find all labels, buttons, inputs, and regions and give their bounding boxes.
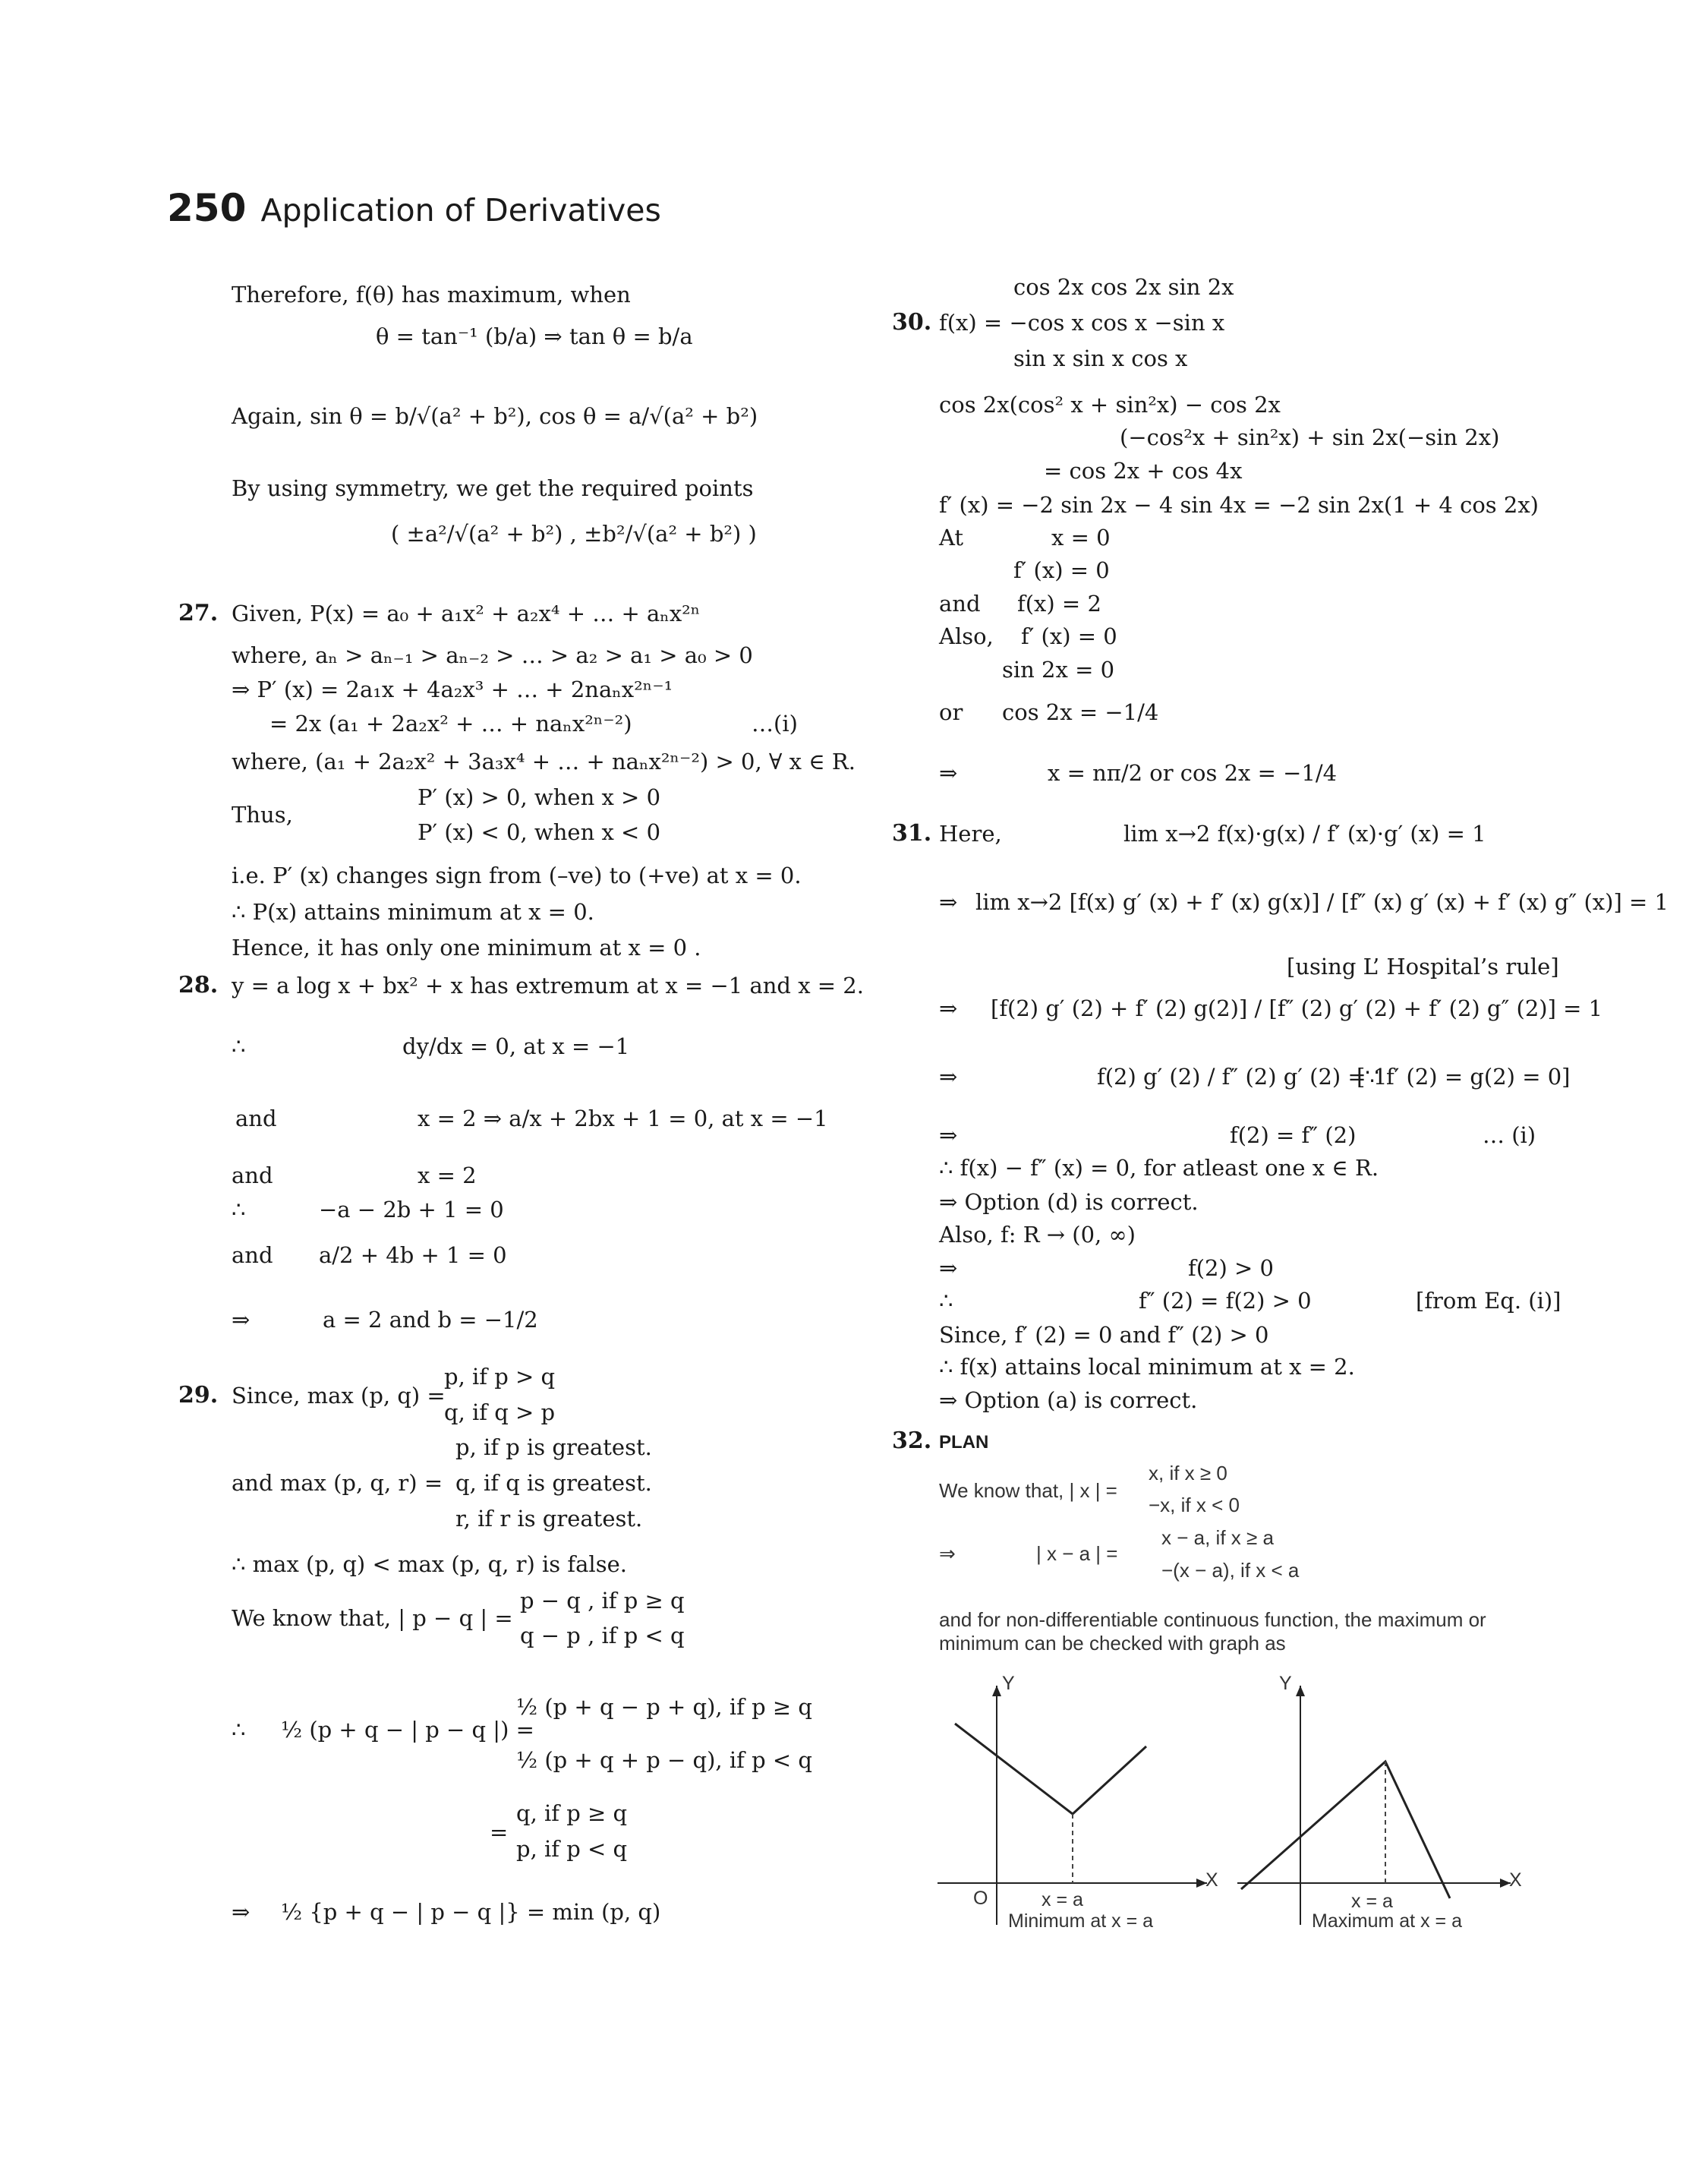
equation: ( ±a²/√(a² + b²) , ±b²/√(a² + b²) ) [391, 521, 757, 547]
case-line: p − q , if p ≥ q [520, 1588, 685, 1614]
y-axis-label: Y [1002, 1673, 1015, 1694]
equation: ½ (p + q − | p − q |) = [281, 1717, 534, 1743]
equation-tag: … (i) [1483, 1122, 1536, 1148]
equation: (−cos²x + sin²x) + sin 2x(−sin 2x) [1120, 424, 1500, 450]
determinant-row: sin x sin x cos x [1013, 345, 1188, 371]
annotation: [∵ f′ (2) = g(2) = 0] [1357, 1064, 1571, 1090]
equation: ½ {p + q − | p − q |} = min (p, q) [281, 1899, 661, 1925]
symbol: ∴ [232, 1197, 246, 1222]
question-number: 31. [892, 820, 932, 847]
x-axis-label: X [1205, 1869, 1218, 1891]
text-line: and [235, 1106, 277, 1131]
determinant-row: f(x) = −cos x cos x −sin x [939, 310, 1225, 336]
equation: f(2) g′ (2) / f″ (2) g′ (2) = 1 [1097, 1064, 1388, 1090]
question-number: 32. [892, 1427, 932, 1454]
equation: x = 2 [418, 1162, 477, 1188]
symbol: ⇒ [939, 995, 958, 1021]
text-line: ∴ f(x) attains local minimum at x = 2. [939, 1354, 1355, 1380]
text-line: where, (a₁ + 2a₂x² + 3a₃x⁴ + … + naₙx²ⁿ⁻²) > 0, ∀ x ∈ R. [232, 749, 856, 774]
case-line: r, if r is greatest. [455, 1506, 643, 1532]
annotation: [using L’ Hospital’s rule] [1287, 954, 1559, 980]
case-line: −x, if x < 0 [1149, 1494, 1240, 1516]
symbol: ∴ [232, 1033, 246, 1059]
graph-caption: Minimum at x = a [1008, 1910, 1154, 1932]
equation: a/2 + 4b + 1 = 0 [319, 1242, 507, 1268]
equation: f(2) = f″ (2) [1230, 1122, 1357, 1148]
text-line: and [939, 591, 981, 617]
text-line: We know that, | p − q | = [232, 1605, 513, 1631]
text-line: By using symmetry, we get the required points [232, 475, 754, 501]
y-axis-label: Y [1279, 1673, 1292, 1694]
case-line: q, if p ≥ q [516, 1800, 628, 1826]
page-header [167, 186, 661, 230]
equation: f″ (2) = f(2) > 0 [1139, 1288, 1312, 1314]
annotation: [from Eq. (i)] [1416, 1288, 1561, 1314]
equation: a = 2 and b = −1/2 [323, 1307, 538, 1333]
text-line: Here, [939, 821, 1002, 847]
origin-label: O [973, 1888, 988, 1909]
symbol: ⇒ [939, 889, 958, 915]
text-line: where, aₙ > aₙ₋₁ > aₙ₋₂ > … > a₂ > a₁ > a₀ > 0 [232, 642, 753, 668]
equation: = cos 2x + cos 4x [1044, 458, 1243, 484]
question-number: 28. [178, 972, 219, 998]
text-line: Thus, [232, 802, 293, 828]
text-line: Also, [939, 623, 994, 649]
text-line: Also, f: R → (0, ∞) [939, 1222, 1136, 1248]
page-number: 250 [167, 186, 247, 230]
question-number: 29. [178, 1382, 219, 1409]
text-line: ∴ P(x) attains minimum at x = 0. [232, 899, 594, 925]
plan-label: PLAN [939, 1432, 989, 1453]
equation: | x − a | = [1036, 1542, 1118, 1565]
symbol: = [490, 1819, 509, 1845]
equation: x = 2 ⇒ a/x + 2bx + 1 = 0, at x = −1 [418, 1106, 828, 1131]
equation: θ = tan⁻¹ (b/a) ⇒ tan θ = b/a [376, 323, 693, 349]
text-line: i.e. P′ (x) changes sign from (–ve) to (+ve) at x = 0. [232, 863, 802, 888]
equation: f′ (x) = −2 sin 2x − 4 sin 4x = −2 sin 2x(1 + 4 cos 2x) [939, 492, 1539, 518]
equation: −a − 2b + 1 = 0 [319, 1197, 504, 1222]
equation: lim x→2 [f(x) g′ (x) + f′ (x) g(x)] / [f″ (x) g′ (x) + f′ (x) g″ (x)] = 1 [975, 889, 1669, 915]
case-line: q, if q > p [444, 1399, 556, 1425]
text-line: and [232, 1162, 273, 1188]
equation-tag: …(i) [752, 711, 798, 737]
symbol: ∴ [939, 1288, 953, 1314]
y-axis-arrow [992, 1686, 1001, 1696]
symbol: ∴ [232, 1717, 246, 1743]
determinant-row: cos 2x cos 2x sin 2x [1013, 274, 1234, 300]
equation: sin 2x = 0 [1002, 657, 1115, 683]
equation: Again, sin θ = b/√(a² + b²), cos θ = a/√(a² + b²) [232, 403, 758, 429]
text-line: Hence, it has only one minimum at x = 0 . [232, 935, 701, 961]
text-line: ∴ max (p, q) < max (p, q, r) is false. [232, 1551, 627, 1577]
point-label: x = a [1351, 1891, 1393, 1912]
case-line: p, if p > q [444, 1364, 556, 1390]
chapter-title: Application of Derivatives [260, 192, 661, 229]
equation: ⇒ P′ (x) = 2a₁x + 4a₂x³ + … + 2naₙx²ⁿ⁻¹ [232, 677, 673, 702]
text-line: and for non-differentiable continuous function, the maximum or [939, 1608, 1486, 1631]
symbol: ⇒ [939, 760, 958, 786]
text-line: At [939, 525, 964, 550]
case-line: q − p , if p < q [520, 1623, 685, 1648]
text-line: y = a log x + bx² + x has extremum at x = −1 and x = 2. [232, 973, 864, 998]
text-line: ∴ f(x) − f″ (x) = 0, for atleast one x ∈ R. [939, 1155, 1379, 1181]
equation: [f(2) g′ (2) + f′ (2) g(2)] / [f″ (2) g′ (2) + f′ (2) g″ (2)] = 1 [991, 995, 1603, 1021]
graph-maximum [1230, 1670, 1522, 1932]
text-line: and max (p, q, r) = [232, 1470, 443, 1496]
equation: f(2) > 0 [1188, 1255, 1274, 1281]
case-line: x − a, if x ≥ a [1161, 1526, 1274, 1549]
text-line: ⇒ Option (a) is correct. [939, 1387, 1198, 1413]
graph-maximum-svg [1230, 1670, 1518, 1929]
inverted-v-curve [1241, 1762, 1450, 1898]
y-axis-arrow [1296, 1686, 1305, 1696]
graph-minimum [926, 1670, 1218, 1932]
symbol: ⇒ [939, 1255, 958, 1281]
v-curve [955, 1724, 1146, 1814]
symbol: ⇒ [939, 1064, 958, 1090]
text-line: Given, P(x) = a₀ + a₁x² + a₂x⁴ + … + aₙx²ⁿ [232, 601, 701, 626]
text-line: or [939, 699, 963, 725]
case-line: q, if q is greatest. [455, 1470, 652, 1496]
text-line: minimum can be checked with graph as [939, 1632, 1286, 1655]
equation: dy/dx = 0, at x = −1 [402, 1033, 630, 1059]
equation: = 2x (a₁ + 2a₂x² + … + naₙx²ⁿ⁻²) [269, 711, 632, 737]
case-line: −(x − a), if x < a [1161, 1559, 1300, 1582]
case-line: p, if p is greatest. [455, 1434, 652, 1460]
equation: f(x) = 2 [1017, 591, 1101, 617]
text-line: ⇒ Option (d) is correct. [939, 1189, 1199, 1215]
equation: P′ (x) < 0, when x < 0 [418, 819, 661, 845]
text-line: Since, max (p, q) = [232, 1383, 446, 1409]
equation: f′ (x) = 0 [1021, 623, 1117, 649]
text-line: and [232, 1242, 273, 1268]
symbol: ⇒ [939, 1122, 958, 1148]
equation: x = 0 [1051, 525, 1111, 550]
symbol: ⇒ [939, 1542, 956, 1565]
symbol: ⇒ [232, 1899, 251, 1925]
case-line: p, if p < q [516, 1836, 628, 1862]
case-line: x, if x ≥ 0 [1149, 1462, 1227, 1484]
x-axis-label: X [1509, 1869, 1522, 1891]
equation: cos 2x = −1/4 [1002, 699, 1159, 725]
question-number: 27. [178, 600, 219, 626]
equation: x = nπ/2 or cos 2x = −1/4 [1048, 760, 1338, 786]
case-line: ½ (p + q − p + q), if p ≥ q [516, 1694, 812, 1720]
graph-caption: Maximum at x = a [1312, 1910, 1462, 1932]
symbol: ⇒ [232, 1307, 251, 1333]
equation: cos 2x(cos² x + sin²x) − cos 2x [939, 392, 1281, 418]
question-number: 30. [892, 309, 932, 336]
case-line: ½ (p + q + p − q), if p < q [516, 1747, 812, 1773]
equation: P′ (x) > 0, when x > 0 [418, 784, 661, 810]
equation: f′ (x) = 0 [1013, 557, 1110, 583]
point-label: x = a [1042, 1889, 1083, 1910]
text-line: Since, f′ (2) = 0 and f″ (2) > 0 [939, 1322, 1269, 1348]
text-line: Therefore, f(θ) has maximum, when [232, 282, 631, 308]
text-line: We know that, | x | = [939, 1479, 1117, 1502]
equation: lim x→2 f(x)·g(x) / f′ (x)·g′ (x) = 1 [1123, 821, 1486, 847]
